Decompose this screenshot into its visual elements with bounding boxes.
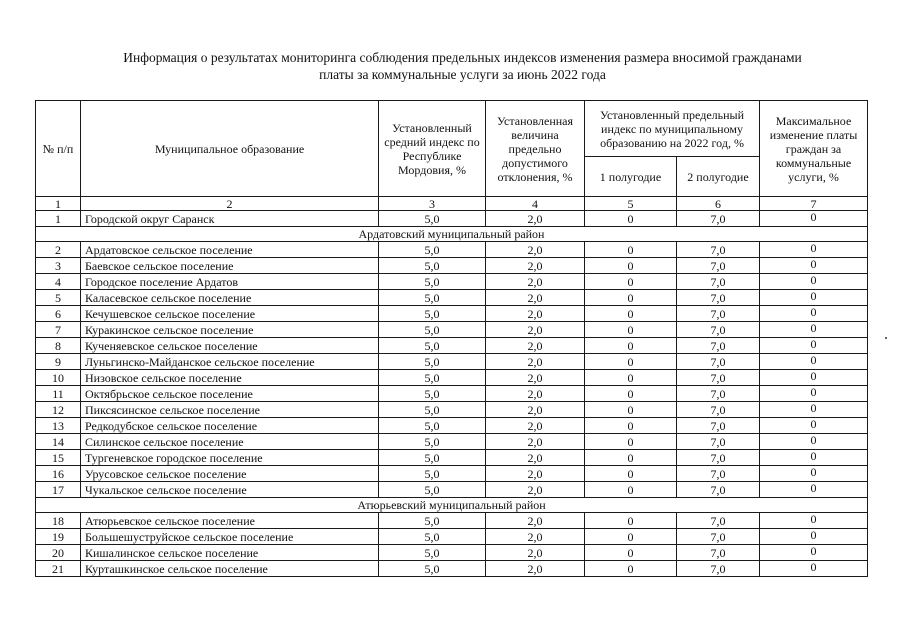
max-change-cell: 0 [760,370,868,386]
municipality-name-cell: Кученяевское сельское поселение [81,338,379,354]
column-number: 6 [677,197,760,211]
average-index-cell: 5,0 [379,402,486,418]
row-number-cell: 20 [36,545,81,561]
max-change-cell: 0 [760,545,868,561]
average-index-cell: 5,0 [379,450,486,466]
allowed-deviation-cell: 2,0 [486,418,585,434]
max-change-cell: 0 [760,274,868,290]
table-row [36,513,868,529]
table-row [36,274,868,290]
second-half-index-cell: 7,0 [677,306,760,322]
allowed-deviation-cell: 2,0 [486,290,585,306]
row-number-cell: 7 [36,322,81,338]
table-row [36,450,868,466]
municipality-name-cell: Городской округ Саранск [81,211,379,227]
municipality-name-cell: Кишалинское сельское поселение [81,545,379,561]
max-change-cell: 0 [760,306,868,322]
allowed-deviation-cell: 2,0 [486,306,585,322]
row-number-cell: 18 [36,513,81,529]
allowed-deviation-cell: 2,0 [486,211,585,227]
first-half-index-cell: 0 [585,242,677,258]
table-row [36,322,868,338]
document-title [60,49,865,83]
allowed-deviation-cell: 2,0 [486,466,585,482]
first-half-index-cell: 0 [585,434,677,450]
second-half-index-cell: 7,0 [677,418,760,434]
header-first-half: 1 полугодие [585,157,677,197]
table-row [36,290,868,306]
header-limit-index-group: Установленный предельный индекс по муниципальному образованию на 2022 год, % [585,101,760,157]
average-index-cell: 5,0 [379,338,486,354]
max-change-cell: 0 [760,338,868,354]
average-index-cell: 5,0 [379,561,486,577]
second-half-index-cell: 7,0 [677,561,760,577]
table-row [36,482,868,498]
header-average-index: Установленный средний индекс по Республике Мордовия, % [379,101,486,197]
first-half-index-cell: 0 [585,370,677,386]
max-change-cell: 0 [760,513,868,529]
average-index-cell: 5,0 [379,354,486,370]
table-body [36,197,868,577]
row-number-cell: 8 [36,338,81,354]
municipality-name-cell: Городское поселение Ардатов [81,274,379,290]
average-index-cell: 5,0 [379,466,486,482]
max-change-cell: 0 [760,529,868,545]
municipality-name-cell: Октябрьское сельское поселение [81,386,379,402]
municipality-name-cell: Куракинское сельское поселение [81,322,379,338]
average-index-cell: 5,0 [379,274,486,290]
first-half-index-cell: 0 [585,354,677,370]
max-change-cell: 0 [760,402,868,418]
average-index-cell: 5,0 [379,434,486,450]
row-number-cell: 2 [36,242,81,258]
allowed-deviation-cell: 2,0 [486,242,585,258]
second-half-index-cell: 7,0 [677,338,760,354]
table-row [36,306,868,322]
row-number-cell: 10 [36,370,81,386]
column-number: 7 [760,197,868,211]
allowed-deviation-cell: 2,0 [486,322,585,338]
first-half-index-cell: 0 [585,482,677,498]
header-row-number: № п/п [36,101,81,197]
municipality-name-cell: Атюрьевское сельское поселение [81,513,379,529]
max-change-cell: 0 [760,386,868,402]
column-number: 5 [585,197,677,211]
municipality-name-cell: Пиксясинское сельское поселение [81,402,379,418]
row-number-cell: 11 [36,386,81,402]
allowed-deviation-cell: 2,0 [486,386,585,402]
second-half-index-cell: 7,0 [677,482,760,498]
max-change-cell: 0 [760,434,868,450]
first-half-index-cell: 0 [585,290,677,306]
row-number-cell: 15 [36,450,81,466]
section-title: Ардатовский муниципальный район [36,227,868,242]
municipality-name-cell: Ардатовское сельское поселение [81,242,379,258]
section-title: Атюрьевский муниципальный район [36,498,868,513]
row-number-cell: 17 [36,482,81,498]
table-row [36,434,868,450]
second-half-index-cell: 7,0 [677,545,760,561]
average-index-cell: 5,0 [379,513,486,529]
table-row [36,211,868,227]
municipality-name-cell: Редкодубское сельское поселение [81,418,379,434]
first-half-index-cell: 0 [585,322,677,338]
column-number: 1 [36,197,81,211]
second-half-index-cell: 7,0 [677,242,760,258]
first-half-index-cell: 0 [585,274,677,290]
second-half-index-cell: 7,0 [677,466,760,482]
table-row [36,529,868,545]
column-number-row [36,197,868,211]
row-number-cell: 16 [36,466,81,482]
max-change-cell: 0 [760,450,868,466]
table-row [36,370,868,386]
table-row [36,402,868,418]
header-municipality: Муниципальное образование [81,101,379,197]
row-number-cell: 4 [36,274,81,290]
table-row [36,418,868,434]
table-row [36,386,868,402]
average-index-cell: 5,0 [379,322,486,338]
second-half-index-cell: 7,0 [677,529,760,545]
table-row [36,258,868,274]
second-half-index-cell: 7,0 [677,434,760,450]
second-half-index-cell: 7,0 [677,274,760,290]
monitoring-table [35,100,868,577]
allowed-deviation-cell: 2,0 [486,545,585,561]
first-half-index-cell: 0 [585,338,677,354]
municipality-name-cell: Каласевское сельское поселение [81,290,379,306]
second-half-index-cell: 7,0 [677,290,760,306]
max-change-cell: 0 [760,242,868,258]
first-half-index-cell: 0 [585,258,677,274]
first-half-index-cell: 0 [585,418,677,434]
municipality-name-cell: Баевское сельское поселение [81,258,379,274]
max-change-cell: 0 [760,466,868,482]
max-change-cell: 0 [760,258,868,274]
average-index-cell: 5,0 [379,370,486,386]
first-half-index-cell: 0 [585,545,677,561]
second-half-index-cell: 7,0 [677,211,760,227]
header-allowed-deviation: Установленная величина предельно допустимого отклонения, % [486,101,585,197]
scan-speck [885,337,887,339]
first-half-index-cell: 0 [585,529,677,545]
row-number-cell: 1 [36,211,81,227]
max-change-cell: 0 [760,418,868,434]
allowed-deviation-cell: 2,0 [486,402,585,418]
max-change-cell: 0 [760,211,868,227]
first-half-index-cell: 0 [585,561,677,577]
municipality-name-cell: Луньгинско-Майданское сельское поселение [81,354,379,370]
first-half-index-cell: 0 [585,450,677,466]
table-row [36,545,868,561]
municipality-name-cell: Силинское сельское поселение [81,434,379,450]
municipality-name-cell: Низовское сельское поселение [81,370,379,386]
header-second-half: 2 полугодие [677,157,760,197]
column-number: 4 [486,197,585,211]
row-number-cell: 9 [36,354,81,370]
table-row [36,338,868,354]
allowed-deviation-cell: 2,0 [486,482,585,498]
column-number: 3 [379,197,486,211]
allowed-deviation-cell: 2,0 [486,513,585,529]
municipality-name-cell: Курташкинское сельское поселение [81,561,379,577]
first-half-index-cell: 0 [585,402,677,418]
average-index-cell: 5,0 [379,258,486,274]
title-line-2: платы за коммунальные услуги за июнь 2022 года [319,67,606,82]
municipality-name-cell: Урусовское сельское поселение [81,466,379,482]
row-number-cell: 21 [36,561,81,577]
allowed-deviation-cell: 2,0 [486,370,585,386]
allowed-deviation-cell: 2,0 [486,258,585,274]
average-index-cell: 5,0 [379,386,486,402]
table-row [36,354,868,370]
row-number-cell: 3 [36,258,81,274]
allowed-deviation-cell: 2,0 [486,450,585,466]
section-header-row [36,498,868,513]
first-half-index-cell: 0 [585,306,677,322]
second-half-index-cell: 7,0 [677,322,760,338]
max-change-cell: 0 [760,354,868,370]
header-max-change: Максимальное изменение платы граждан за коммунальные услуги, % [760,101,868,197]
average-index-cell: 5,0 [379,545,486,561]
first-half-index-cell: 0 [585,513,677,529]
first-half-index-cell: 0 [585,211,677,227]
column-number: 2 [81,197,379,211]
average-index-cell: 5,0 [379,529,486,545]
average-index-cell: 5,0 [379,306,486,322]
allowed-deviation-cell: 2,0 [486,434,585,450]
average-index-cell: 5,0 [379,242,486,258]
row-number-cell: 13 [36,418,81,434]
allowed-deviation-cell: 2,0 [486,529,585,545]
row-number-cell: 6 [36,306,81,322]
first-half-index-cell: 0 [585,386,677,402]
average-index-cell: 5,0 [379,418,486,434]
table-row [36,242,868,258]
second-half-index-cell: 7,0 [677,450,760,466]
allowed-deviation-cell: 2,0 [486,561,585,577]
second-half-index-cell: 7,0 [677,386,760,402]
section-header-row [36,227,868,242]
first-half-index-cell: 0 [585,466,677,482]
municipality-name-cell: Тургеневское городское поселение [81,450,379,466]
max-change-cell: 0 [760,290,868,306]
allowed-deviation-cell: 2,0 [486,354,585,370]
second-half-index-cell: 7,0 [677,258,760,274]
title-line-1: Информация о результатах мониторинга соблюдения предельных индексов изменения размера вносимой гражданами [123,50,802,65]
allowed-deviation-cell: 2,0 [486,274,585,290]
municipality-name-cell: Большешуструйское сельское поселение [81,529,379,545]
row-number-cell: 19 [36,529,81,545]
row-number-cell: 14 [36,434,81,450]
max-change-cell: 0 [760,322,868,338]
row-number-cell: 5 [36,290,81,306]
average-index-cell: 5,0 [379,211,486,227]
table-row [36,466,868,482]
max-change-cell: 0 [760,482,868,498]
row-number-cell: 12 [36,402,81,418]
second-half-index-cell: 7,0 [677,370,760,386]
table-row [36,561,868,577]
second-half-index-cell: 7,0 [677,513,760,529]
average-index-cell: 5,0 [379,290,486,306]
second-half-index-cell: 7,0 [677,354,760,370]
municipality-name-cell: Кечушевское сельское поселение [81,306,379,322]
allowed-deviation-cell: 2,0 [486,338,585,354]
second-half-index-cell: 7,0 [677,402,760,418]
average-index-cell: 5,0 [379,482,486,498]
max-change-cell: 0 [760,561,868,577]
municipality-name-cell: Чукальское сельское поселение [81,482,379,498]
